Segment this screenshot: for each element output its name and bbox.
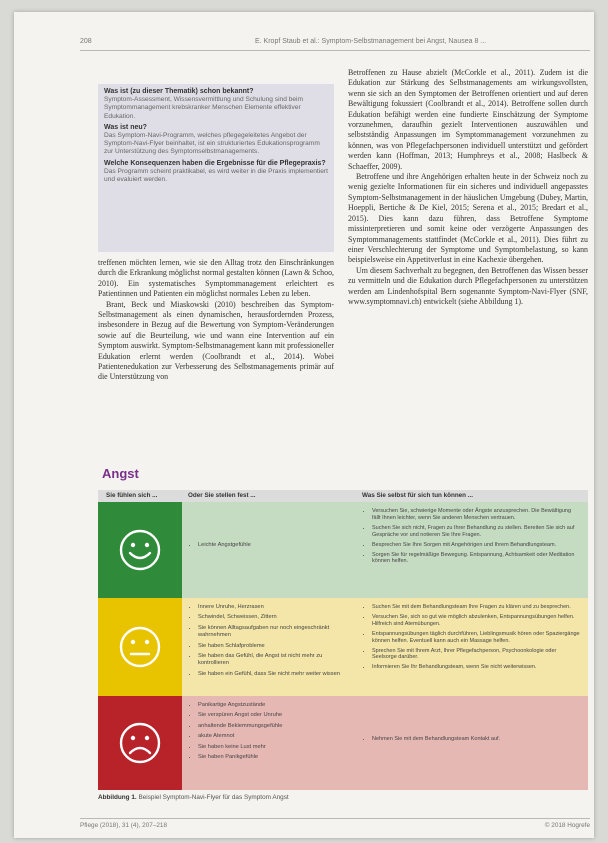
right-paragraph: Betroffene und ihre Angehörigen erhalten heute in der Schweiz noch zu wenig gezielte Informationen für ein sicheres und individuell angepasstes Symptom-Selbstmanagement in der häuslichen Umgebung (Dubey, Martin, Hoeppli, Bertiche & De Kiel, 2015; Serena et al., 2015; Bredart et al., 2015). Dies kann dazu führen, dass Betroffene Symptome missinterpretieren und somit keine oder verzögerte Anpassungen des Symptommanagements stattfindet (McCorkle et al., 2011). Dies führt zu einer Verschlechterung der Symptome und Symptombelastung, so kann beispielsweise ein Appetitverlust in eine Kachexie übergehen. [348, 172, 588, 265]
sad-face-icon [118, 721, 162, 765]
red-zone-actions [354, 696, 588, 790]
box-answer-3: Das Programm scheint praktikabel, es wird weiter in die Praxis implementiert und evaluiert werden. [104, 167, 328, 184]
action-item: • Nehmen Sie mit dem Behandlungsteam Kontakt auf. [372, 736, 580, 743]
green-zone-actions [354, 502, 588, 598]
action-item: • Informieren Sie Ihr Behandlungsteam, wenn Sie nicht weiterwissen. [372, 664, 580, 671]
action-item: • Suchen Sie mit dem Behandlungsteam Ihre Fragen zu klären und zu besprechen. [372, 604, 580, 611]
sign-item: • akute Atemnot [198, 733, 348, 740]
box-answer-2: Das Symptom-Navi-Programm, welches pflegegeleitetes Angebot der Symptom-Navi-Flyer beinhaltet, ist ein strukturiertes Edukationsprogramm zur Unterstützung des Symptomselbstmanagements. [104, 132, 320, 156]
red-zone [98, 696, 588, 790]
footer-copyright: © 2018 Hogrefe [544, 822, 590, 829]
box-question-2: Was ist neu? [104, 123, 147, 131]
column-header-selfcare: Was Sie selbst für sich tun können ... [354, 490, 588, 502]
running-title: E. Kropf Staub et al.: Symptom-Selbstmanagement bei Angst, Nausea 8 ... [255, 38, 487, 45]
caption-text: Beispiel Symptom-Navi-Flyer für das Symptom Angst [138, 794, 289, 801]
page-number: 208 [80, 38, 92, 45]
summary-box [98, 84, 334, 252]
sign-item: • Sie haben Panikgefühle [198, 754, 348, 761]
sign-item: • Panikartige Angstzustände [198, 702, 348, 709]
sign-item: • Leichte Angstgefühle [198, 542, 348, 549]
figure-title: Angst [102, 466, 139, 481]
left-column [98, 258, 334, 383]
sign-item: • Sie haben keine Lust mehr [198, 744, 348, 751]
action-item: • Besprechen Sie Ihre Sorgen mit Angehörigen und Ihrem Behandlungsteam. [372, 542, 580, 549]
right-column [348, 68, 588, 307]
page-footer [80, 818, 590, 829]
column-header-notice: Oder Sie stellen fest ... [182, 490, 354, 502]
sign-item: • Sie können Alltagsaufgaben nur noch eingeschränkt wahrnehmen [198, 625, 348, 640]
yellow-zone-actions [354, 598, 588, 696]
neutral-face-icon [118, 625, 162, 669]
yellow-zone-signs [182, 598, 354, 696]
box-question-1: Was ist (zu dieser Thematik) schon bekannt? [104, 88, 254, 95]
sign-item: • Schwindel, Schweissen, Zittern [198, 614, 348, 621]
symptom-navi-figure [98, 490, 588, 790]
action-item: • Sprechen Sie mit Ihrem Arzt, Ihrer Pflegefachperson, Psychoonkologie oder Seelsorge darüber. [372, 648, 580, 662]
box-question-3: Welche Konsequenzen haben die Ergebnisse für die Pflegepraxis? [104, 159, 326, 167]
happy-face-icon [118, 528, 162, 572]
action-item: • Sorgen Sie für regelmäßige Bewegung. Entspannung, Achtsamkeit oder Meditation können helfen. [372, 552, 580, 566]
action-item: • Suchen Sie sich nicht, Fragen zu Ihrer Behandlung zu stellen. Bereiten Sie sich auf Gespräche vor und notieren Sie Ihre Fragen. [372, 525, 580, 539]
running-header [80, 36, 590, 51]
red-zone-indicator [98, 696, 182, 790]
sign-item: • Sie haben ein Gefühl, dass Sie nicht mehr weiter wissen [198, 671, 348, 678]
green-zone [98, 502, 588, 598]
figure-caption [98, 794, 289, 801]
caption-label: Abbildung 1. [98, 794, 137, 801]
box-answer-1: Symptom-Assessment, Wissensvermittlung und Schulung sind beim Symptommanagement krebskranker Menschen Elemente effektiver Edukation. [104, 96, 303, 120]
yellow-zone-indicator [98, 598, 182, 696]
action-item: • Versuchen Sie, sich so gut wie möglich abzulenken, Entspannungsübungen helfen. Hilfreich sind Atemübungen. [372, 614, 580, 628]
sign-item: • Sie verspüren Angst oder Unruhe [198, 712, 348, 719]
action-item: • Entspannungsübungen täglich durchführen, Lieblingsmusik hören oder Spaziergänge können helfen. Eventuell kann auch ein Massage helfen. [372, 631, 580, 645]
left-paragraph: Brant, Beck und Miaskowski (2010) beschreiben das Symptom-Selbstmanagement als einen dynamischen, herausfordernden Prozess, insbesondere in Bezug auf die Bewertung von Symptom-Veränderungen sowie auf die Beurteilung, wie und wann eine Intervention auf ein Symptom auswirkt. Symptom-Selbstmanagement kann mit professioneller Edukation erlernt werden (Coolbrandt et al., 2014). Wobei Patientenedukation zur Verbesserung des Selbstmanagements primär auf die Unterstützung von [98, 299, 334, 382]
action-item: • Versuchen Sie, schwierige Momente oder Ängste anzusprechen. Die Bewältigung fällt Ihnen leichter, wenn Sie anderen Menschen vertrauen. [372, 508, 580, 522]
footer-citation: Pflege (2018), 31 (4), 207–218 [80, 822, 168, 829]
sign-item: • Sie haben Schlafprobleme [198, 643, 348, 650]
left-paragraph: treffenen möchten lernen, wie sie den Alltag trotz den Einschränkungen durch die Erkrankung möglichst normal gestalten können (Lawn & Schoo, 2010). Ein systematisches Symptommanagement erleichtert es Patientinnen und Patienten ein möglichst normales Leben zu leben. [98, 258, 334, 299]
document-page [14, 12, 594, 838]
right-paragraph: Um diesem Sachverhalt zu begegnen, den Betroffenen das Wissen besser zu vermitteln und die Edukation durch Pflegefachpersonen zu unterstützen werden am Lindenhofspital Bern sogenannte Symptom-Navi-Flyer (SNF, www.symptomnavi.ch) entwickelt (siehe Abbildung 1). [348, 265, 588, 306]
sign-item: • Sie haben das Gefühl, die Angst ist nicht mehr zu kontrollieren [198, 653, 348, 668]
sign-item: • anhaltende Beklemmungsgefühle [198, 723, 348, 730]
green-zone-signs [182, 502, 354, 598]
right-paragraph: Betroffenen zu Hause abzielt (McCorkle et al., 2011). Zudem ist die Edukation zur Stärkung des Selbstmanagements am wirkungsvollsten, wenn sie sich an den Symptomen der Betroffenen orientiert und auf deren Bewältigung fokussiert (Coolbrandt et al., 2014). Betroffene sollen durch Edukation befähigt werden eine fundierte Einschätzung der Symptome vorzunehmen, daraufhin gezielt Interventionen auszuwählen und selbstständig Anpassungen im Symptommanagement vorzunehmen zu können, was von Pflegefachpersonen individuell unterstützt und gefördert werden kann (Hoffman, 2013; Humphreys et al., 2008; Haslbeck & Schaeffer, 2009). [348, 68, 588, 171]
column-header-feel: Sie fühlen sich ... [98, 490, 182, 502]
yellow-zone [98, 598, 588, 696]
sign-item: • Innere Unruhe, Herzrasen [198, 604, 348, 611]
red-zone-signs [182, 696, 354, 790]
green-zone-indicator [98, 502, 182, 598]
